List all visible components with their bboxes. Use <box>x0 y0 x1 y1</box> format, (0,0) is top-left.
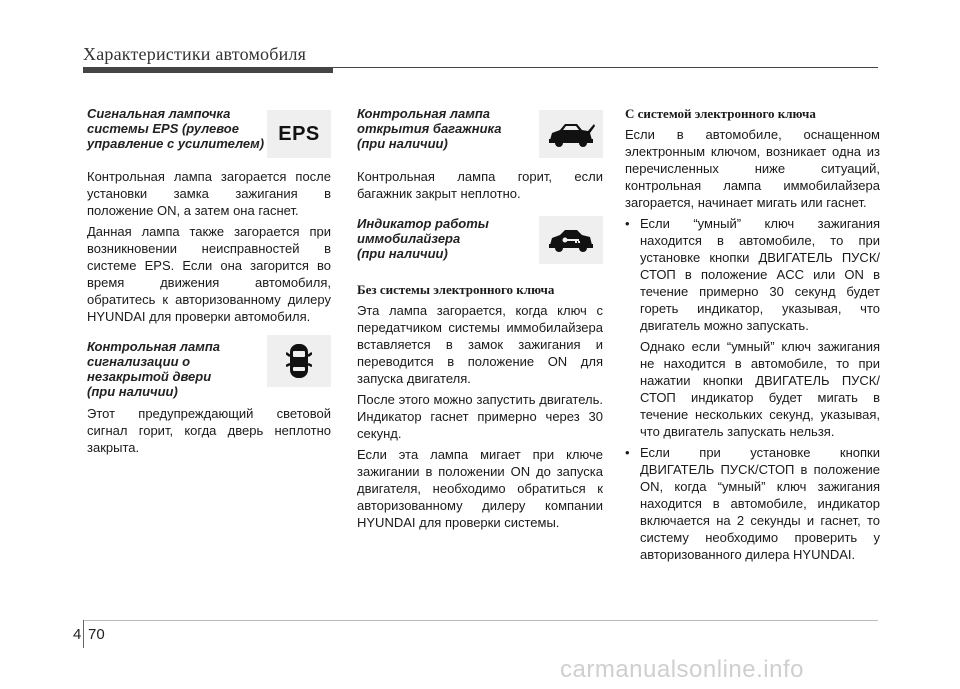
page-number-divider <box>83 620 84 648</box>
trunk-open-icon <box>546 120 596 148</box>
column-left <box>87 106 331 460</box>
door-icon-box <box>267 335 331 387</box>
eps-icon: EPS <box>278 122 320 145</box>
list-item <box>625 215 880 334</box>
column-right <box>625 106 880 567</box>
eps-icon-box <box>267 110 331 158</box>
door-heading-line: Контрольная лампа <box>87 339 220 354</box>
bullet-text: Если при установке кнопки ДВИГАТЕЛЬ ПУСК/СТОП в положение ON, когда “умный” ключ зажигания находится в автомобиле, индикатор включается на 2 секунды и гаснет, то систему необходимо проверить у авторизованного дилера HYUNDAI. <box>640 445 880 562</box>
door-paragraph: Этот предупреждающий световой сигнал горит, когда дверь неплотно закрыта. <box>87 406 331 455</box>
eps-heading-line: системы EPS (рулевое <box>87 121 239 136</box>
smart-key-subheading: С системой электронного ключа <box>625 106 816 121</box>
immobilizer-car-key-icon <box>547 227 595 253</box>
immobilizer-heading-line: (при наличии) <box>357 246 448 261</box>
eps-paragraph: Данная лампа также загорается при возникновении неисправностей в системе EPS. Если она загорится во время движения автомобиля, обратитесь к авторизованному дилеру HYUNDAI для проверки автомобиля. <box>87 224 331 324</box>
immobilizer-icon-box <box>539 216 603 264</box>
column-middle <box>357 106 603 535</box>
header-rule-accent <box>83 68 333 73</box>
door-ajar-icon <box>286 340 312 382</box>
door-heading-line: сигнализации о <box>87 354 191 369</box>
list-item <box>625 444 880 563</box>
watermark: carmanualsonline.info <box>560 656 804 683</box>
door-heading-line: (при наличии) <box>87 384 178 399</box>
trunk-heading-line: (при наличии) <box>357 136 448 151</box>
trunk-icon-box <box>539 110 603 158</box>
trunk-paragraph: Контрольная лампа горит, если багажник закрыт неплотно. <box>357 169 603 201</box>
footer-rule <box>83 620 878 621</box>
immobilizer-section <box>357 216 603 276</box>
bullet-extra-paragraph: Однако если “умный” ключ зажигания не находится в автомобиле, то при нажатии кнопки ДВИГАТЕЛЬ ПУСК/СТОП индикатор будет мигать в течение нескольких секунд, указывая, что двигатель запускать нельзя. <box>640 339 880 439</box>
trunk-section <box>357 106 603 168</box>
trunk-heading-line: Контрольная лампа <box>357 106 490 121</box>
eps-heading-line: управление с усилителем) <box>87 136 265 151</box>
bullet-symbol: • <box>625 445 630 460</box>
immobilizer-heading-line: Индикатор работы <box>357 216 489 231</box>
smart-key-intro: Если в автомобиле, оснащенном электронным ключом, возникает одна из перечисленных ниже ситуаций, контрольная лампа иммобилайзера загорается, начинает мигать или гаснет. <box>625 127 880 210</box>
no-key-paragraph: После этого можно запустить двигатель. Индикатор гаснет примерно через 30 секунд. <box>357 392 603 441</box>
bullet-text: Если “умный” ключ зажигания находится в автомобиле, то при установке кнопки ДВИГАТЕЛЬ ПУСК/СТОП в положение ACC или ON в течение примерно 30 секунд будет гореть индикатор, указывая, что двигатель можно запускать. <box>640 216 880 333</box>
trunk-heading-line: открытия багажника <box>357 121 502 136</box>
chapter-number: 4 <box>73 626 82 643</box>
eps-paragraph: Контрольная лампа загорается после установки замка зажигания в положение ON, а затем она гаснет. <box>87 169 331 218</box>
no-key-paragraph: Эта лампа загорается, когда ключ с передатчиком системы иммобилайзера вставляется в замок зажигания и переводится в положение ON для запуска двигателя. <box>357 303 603 386</box>
no-key-paragraph: Если эта лампа мигает при ключе зажигании в положении ON до запуска двигателя, необходимо обратиться к авторизованному дилеру компании HYUNDAI для проверки системы. <box>357 447 603 530</box>
immobilizer-heading-line: иммобилайзера <box>357 231 461 246</box>
eps-section <box>87 106 331 168</box>
page-number: 70 <box>88 626 105 643</box>
eps-heading-line: Сигнальная лампочка <box>87 106 231 121</box>
door-heading-line: незакрытой двери <box>87 369 212 384</box>
door-section <box>87 339 331 401</box>
no-key-subheading: Без системы электронного ключа <box>357 282 555 297</box>
bullet-symbol: • <box>625 216 630 231</box>
page-header-title: Характеристики автомобиля <box>83 44 307 64</box>
